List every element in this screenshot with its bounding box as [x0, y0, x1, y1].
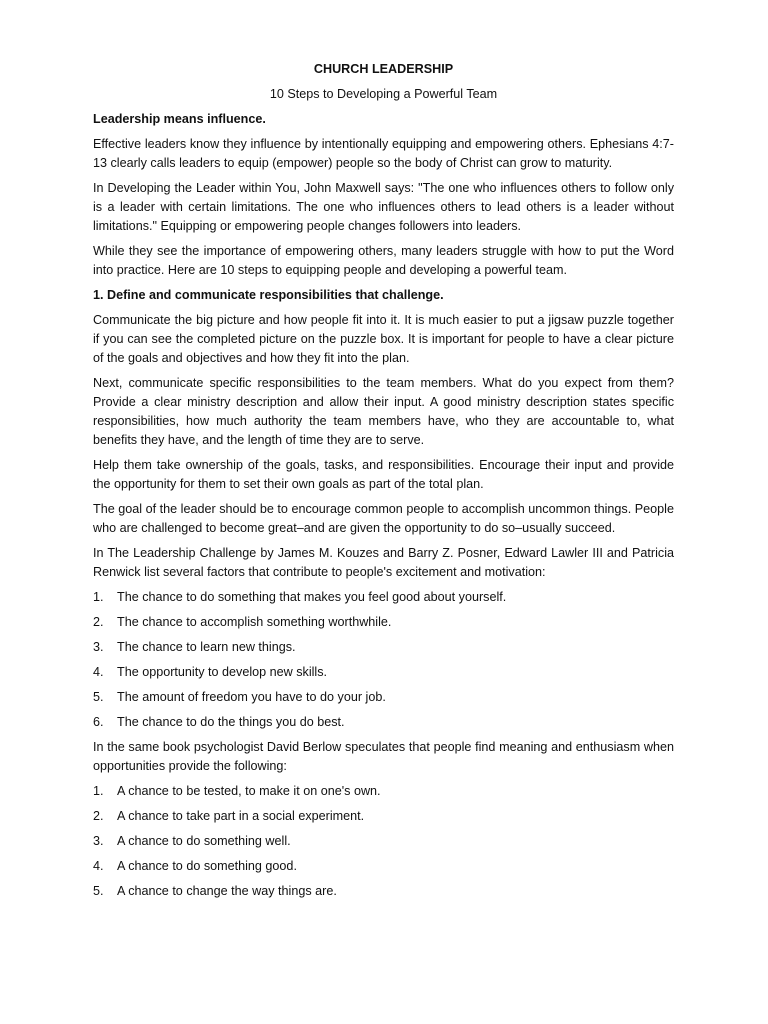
heading-influence: Leadership means influence. [93, 112, 266, 126]
list-number: 2. [93, 809, 104, 823]
list-item [93, 832, 674, 851]
motivation-factors-list [93, 588, 674, 732]
list-number: 1. [93, 590, 104, 604]
enthusiasm-opportunities-list [93, 782, 674, 901]
list-item [93, 713, 674, 732]
list-text: A chance to do something well. [117, 834, 291, 848]
list-text: The opportunity to develop new skills. [117, 665, 328, 679]
list-text: The chance to do the things you do best. [117, 715, 345, 729]
list-item [93, 807, 674, 826]
list-item [93, 613, 674, 632]
list-number: 3. [93, 640, 104, 654]
paragraph: Next, communicate specific responsibilities to the team members. What do you expect from them? Provide a clear ministry description and allow their input. A good ministry description states specific responsibilities, how much authority the team members have, who they are accountable to, what benefits they have, and the length of time they are to serve. [93, 376, 674, 447]
list-text: A chance to do something good. [117, 859, 297, 873]
list-number: 5. [93, 690, 104, 704]
list-item [93, 882, 674, 901]
list-number: 2. [93, 615, 104, 629]
list-item [93, 782, 674, 801]
list-text: The chance to learn new things. [117, 640, 296, 654]
list-item [93, 638, 674, 657]
list-text: The chance to do something that makes you feel good about yourself. [117, 590, 507, 604]
list-number: 4. [93, 859, 104, 873]
list-item [93, 857, 674, 876]
paragraph: While they see the importance of empowering others, many leaders struggle with how to put the Word into practice. Here are 10 steps to equipping people and developing a powerful team. [93, 244, 674, 277]
paragraph: Communicate the big picture and how people fit into it. It is much easier to put a jigsaw puzzle together if you can see the completed picture on the puzzle box. It is important for people to have a clear picture of the goals and objectives and how they fit into the plan. [93, 313, 674, 365]
list-number: 3. [93, 834, 104, 848]
heading-step-1: 1. Define and communicate responsibilities that challenge. [93, 288, 444, 302]
list-number: 5. [93, 884, 104, 898]
list-number: 1. [93, 784, 104, 798]
list-text: A chance to change the way things are. [117, 884, 337, 898]
paragraph: Help them take ownership of the goals, tasks, and responsibilities. Encourage their input and provide the opportunity for them to set their own goals as part of the total plan. [93, 458, 674, 491]
list-item [93, 663, 674, 682]
paragraph: In the same book psychologist David Berlow speculates that people find meaning and enthusiasm when opportunities provide the following: [93, 740, 674, 773]
list-number: 4. [93, 665, 104, 679]
paragraph: In Developing the Leader within You, John Maxwell says: "The one who influences others to follow only is a leader with certain limitations. The one who influences others to lead others is a leader without limitations." Equipping or empowering people changes followers into leaders. [93, 181, 674, 233]
list-text: The chance to accomplish something worthwhile. [117, 615, 392, 629]
paragraph: The goal of the leader should be to encourage common people to accomplish uncommon things. People who are challenged to become great–and are given the opportunity to do so–usually succeed. [93, 502, 674, 535]
list-text: A chance to be tested, to make it on one's own. [117, 784, 381, 798]
paragraph: Effective leaders know they influence by intentionally equipping and empowering others. Ephesians 4:7-13 clearly calls leaders to equip (empower) people so the body of Christ can grow to maturity. [93, 137, 674, 170]
list-text: The amount of freedom you have to do your job. [117, 690, 386, 704]
document-subtitle: 10 Steps to Developing a Powerful Team [269, 87, 498, 101]
paragraph: In The Leadership Challenge by James M. Kouzes and Barry Z. Posner, Edward Lawler III and Patricia Renwick list several factors that contribute to people's excitement and motivation: [93, 546, 674, 579]
list-item [93, 688, 674, 707]
list-text: A chance to take part in a social experiment. [117, 809, 365, 823]
document-title: CHURCH LEADERSHIP [313, 62, 454, 76]
list-number: 6. [93, 715, 104, 729]
list-item [93, 588, 674, 607]
